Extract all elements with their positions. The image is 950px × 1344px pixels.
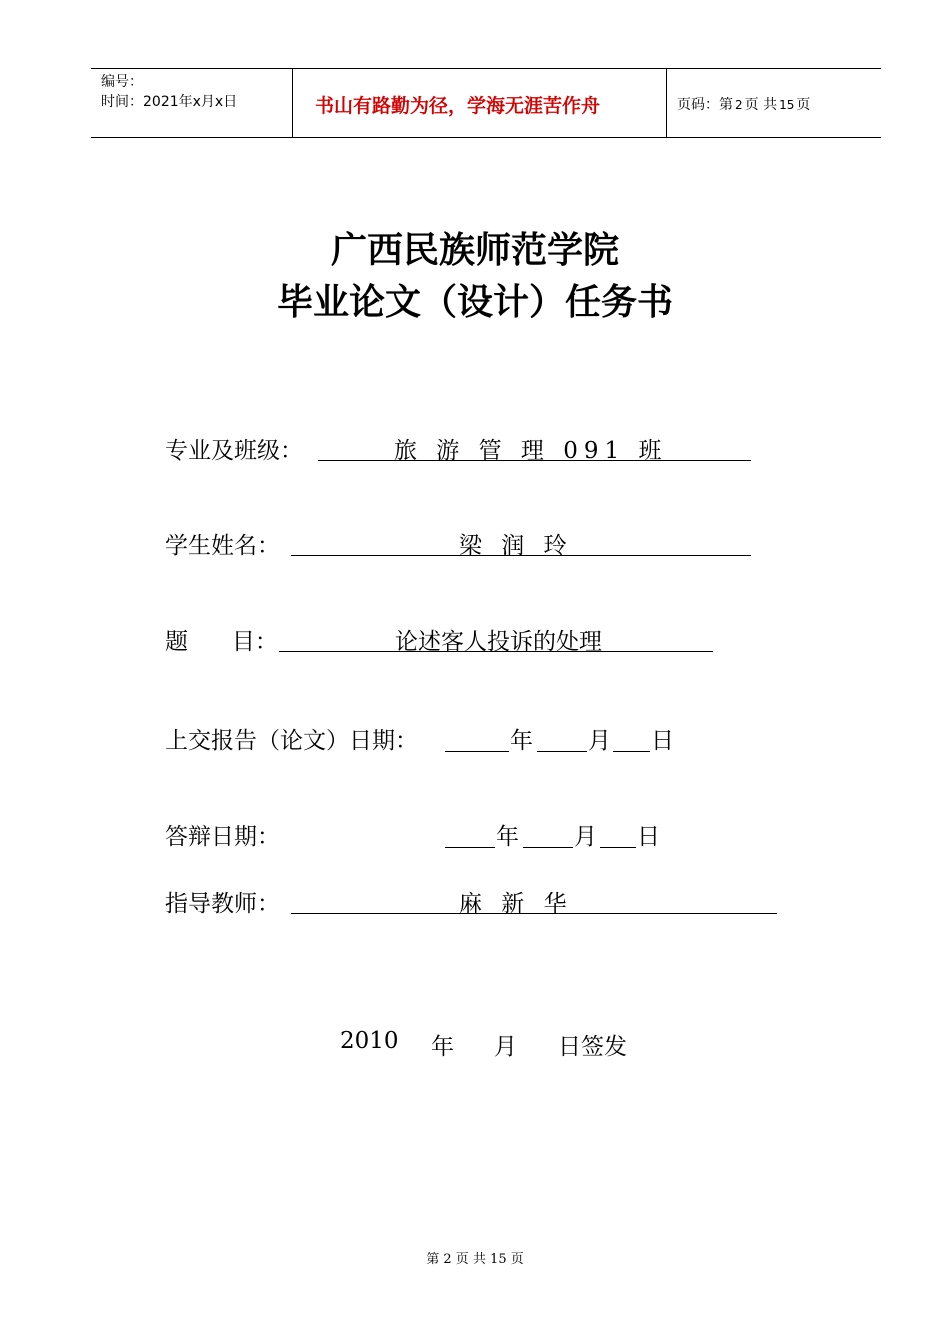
issue-month-unit: 月	[494, 1034, 517, 1060]
row-submit-date	[165, 722, 765, 756]
page-code-mid: 页 共	[744, 97, 778, 113]
student-value: 梁 润 玲	[459, 533, 573, 559]
row-student	[165, 527, 765, 561]
submit-month-blank[interactable]	[537, 722, 587, 752]
major-label: 专业及班级：	[165, 438, 303, 464]
document-time: 时间：2021年x月x日	[101, 94, 238, 110]
page-footer: 第 2 页 共 15 页	[426, 1252, 524, 1267]
topic-value: 论述客人投诉的处理	[395, 629, 602, 655]
submit-year-unit: 年	[510, 728, 533, 754]
defense-day-blank[interactable]	[600, 818, 636, 848]
advisor-label: 指导教师：	[165, 891, 280, 917]
defense-year-unit: 年	[496, 824, 519, 850]
page-code-total: 15	[779, 98, 795, 112]
advisor-value: 麻 新 华	[459, 891, 573, 917]
document-number-label: 编号：	[101, 74, 143, 90]
defense-day-unit: 日	[637, 824, 660, 850]
header-page-cell	[667, 69, 881, 137]
title-document: 毕业论文（设计）任务书	[276, 282, 673, 323]
submit-day-unit: 日	[651, 728, 674, 754]
defense-date-label: 答辩日期：	[165, 824, 280, 850]
submit-day-blank[interactable]	[613, 722, 650, 752]
motto-text: 书山有路勤为径，学海无涯苦作舟	[315, 95, 601, 117]
issue-year-value: 2010	[340, 1028, 399, 1054]
header-left-cell	[91, 69, 293, 137]
defense-month-blank[interactable]	[523, 818, 573, 848]
major-value: 旅 游 管 理 091 班	[394, 438, 668, 464]
topic-label	[165, 623, 278, 656]
student-label: 学生姓名：	[165, 533, 280, 559]
page-header	[91, 68, 881, 138]
row-defense-date	[165, 818, 765, 852]
issue-year-unit: 年	[431, 1034, 454, 1060]
row-major	[165, 432, 765, 466]
submit-date-label: 上交报告（论文）日期：	[165, 728, 418, 754]
header-motto-cell	[293, 69, 667, 137]
page-code-current: 2	[735, 98, 743, 112]
title-institution: 广西民族师范学院	[330, 230, 619, 271]
page-code	[677, 94, 810, 114]
issue-day-signed: 日签发	[558, 1034, 627, 1060]
topic-label-text: 题 目：	[165, 629, 278, 655]
row-topic	[165, 623, 765, 657]
submit-month-unit: 月	[588, 728, 611, 754]
page-code-prefix: 页码：第	[677, 97, 733, 113]
submit-year-blank[interactable]	[445, 722, 509, 752]
row-advisor	[165, 885, 805, 919]
defense-year-blank[interactable]	[445, 818, 495, 848]
defense-month-unit: 月	[574, 824, 597, 850]
page-code-suffix: 页	[796, 97, 811, 113]
